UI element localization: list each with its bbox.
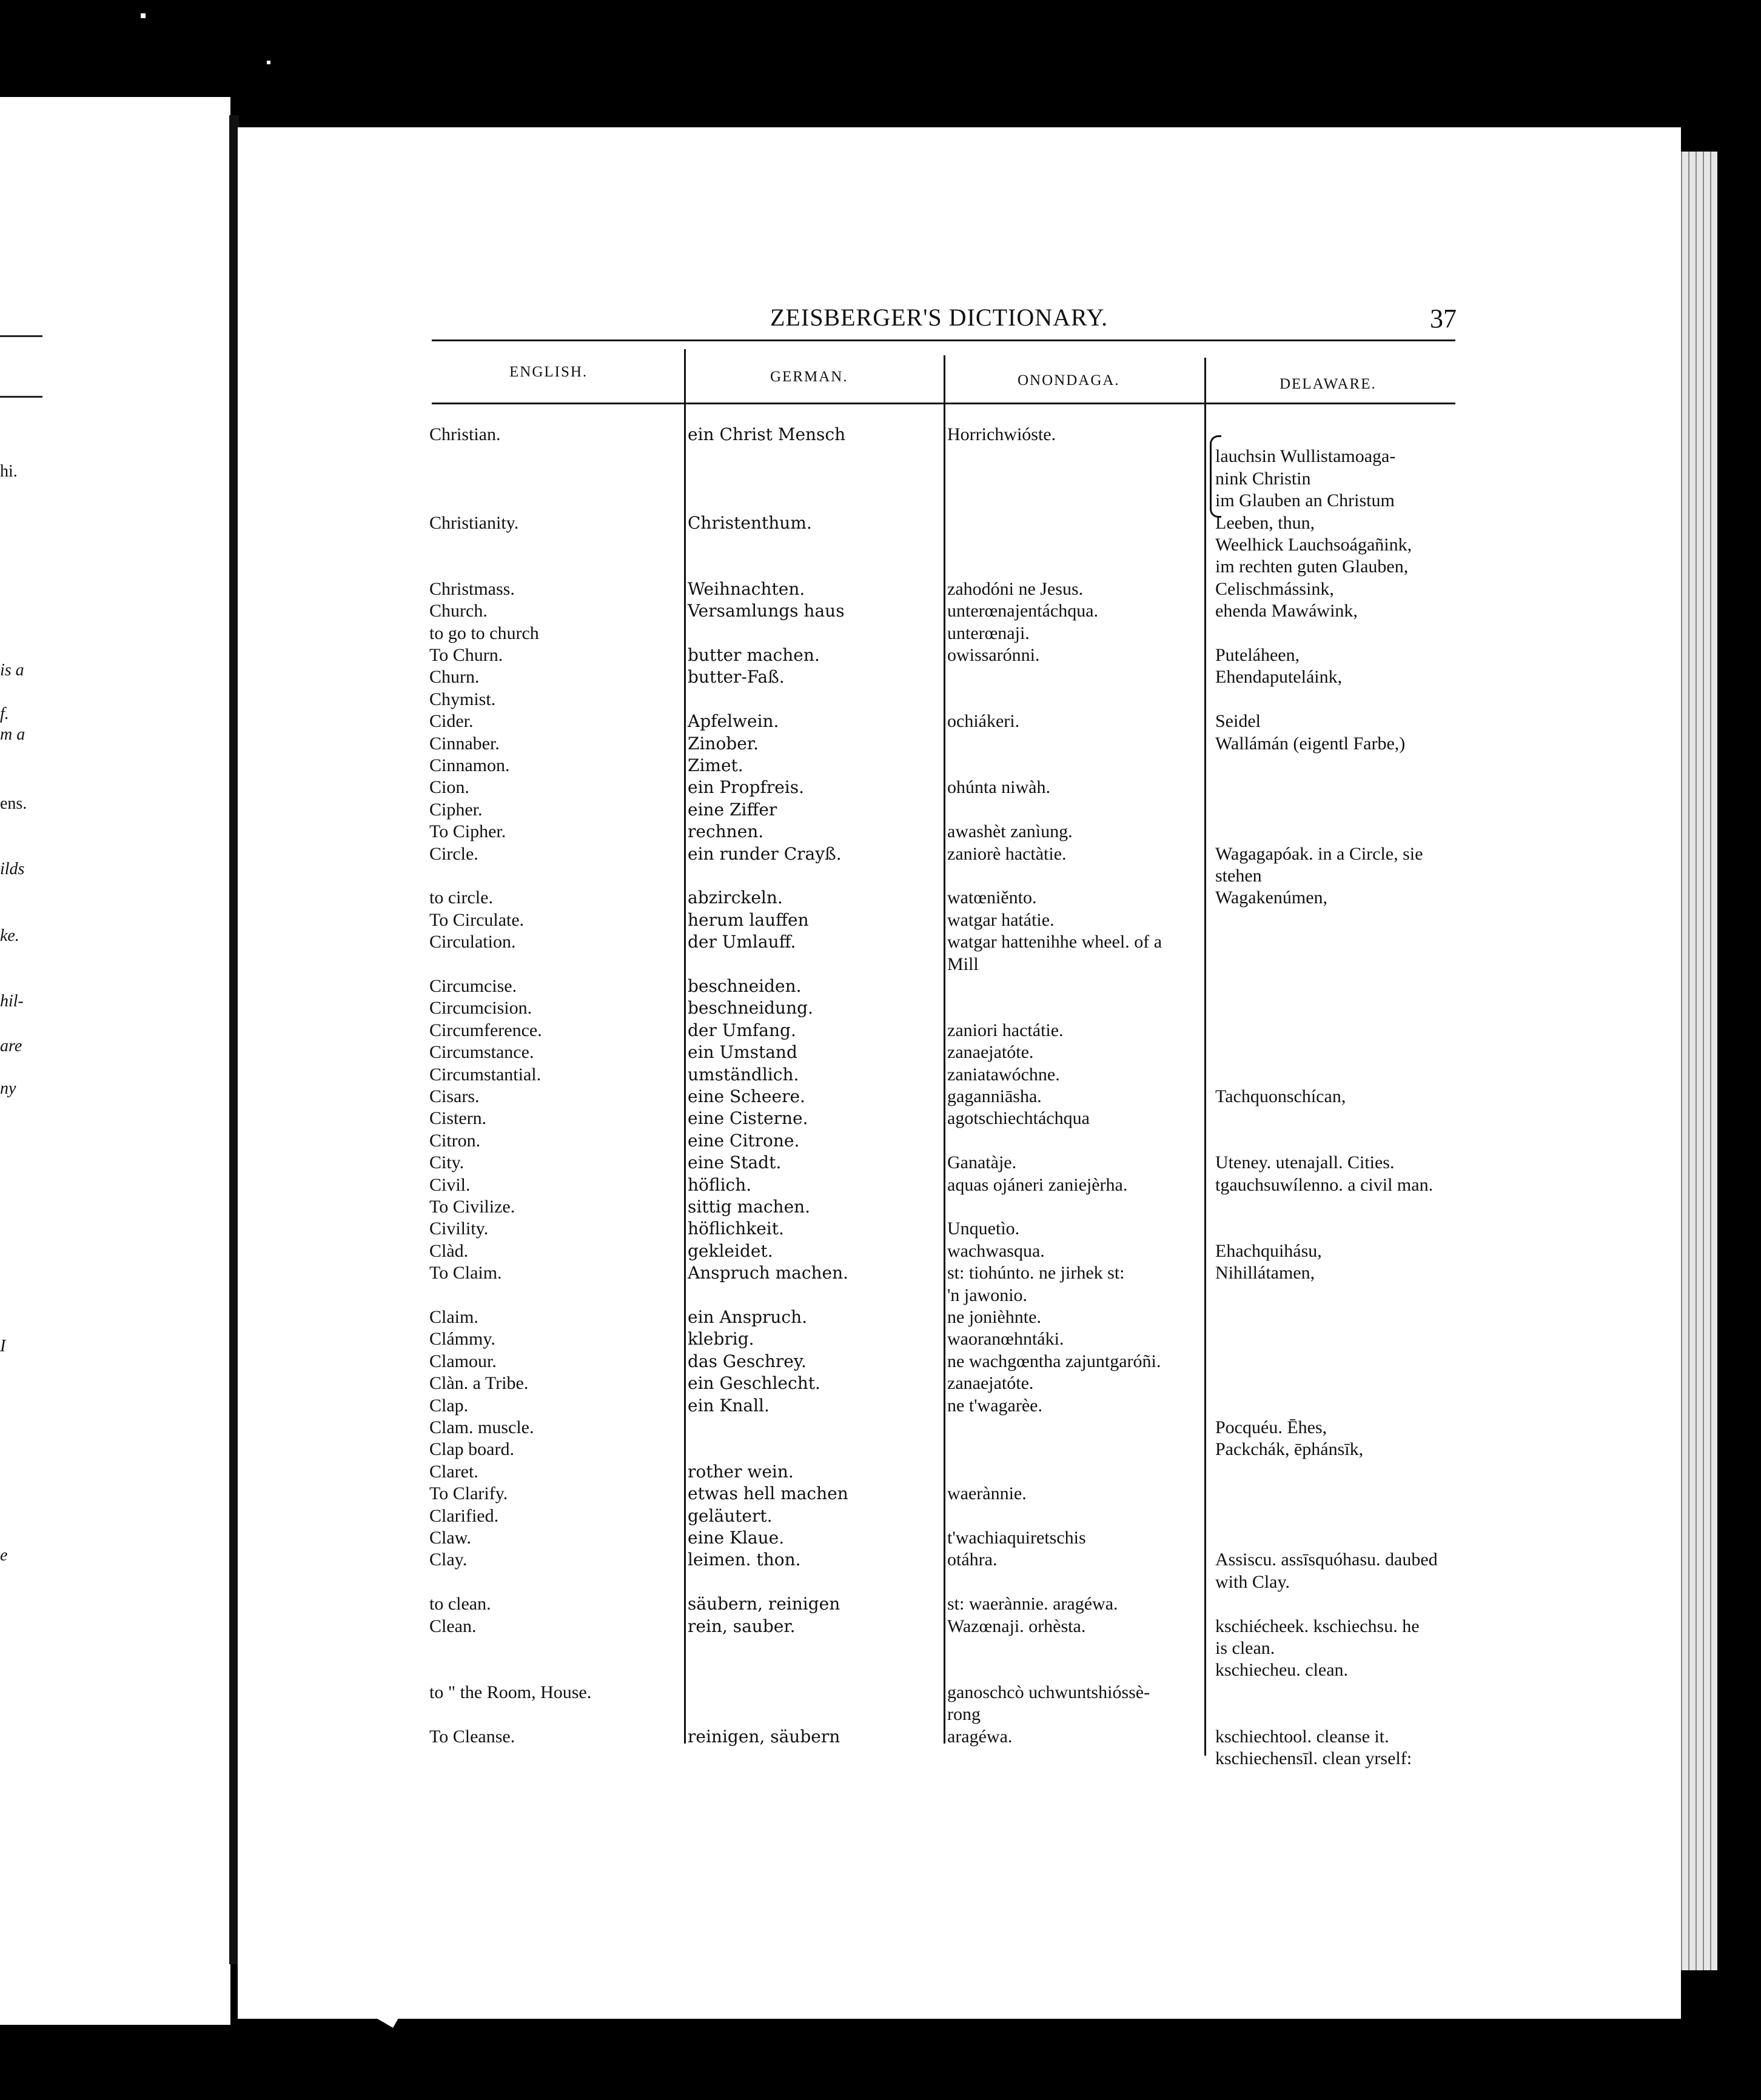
left-fragment: hil- — [0, 992, 24, 1011]
entry-delaware: Ehendaputeláink, — [1215, 667, 1343, 687]
entry-english: Cinnaber. — [429, 733, 500, 754]
entry-delaware: ehenda Mawáwink, — [1215, 601, 1358, 621]
entry-english: Clam. muscle. — [429, 1417, 534, 1437]
scan-speck — [267, 61, 270, 64]
entry-german: ein Knall. — [688, 1395, 770, 1416]
entry-delaware: im rechten guten Glauben, — [1215, 557, 1409, 577]
entry-english: Civility. — [429, 1219, 489, 1239]
page-edge — [1710, 152, 1717, 1970]
entry-german: ein runder Crayß. — [688, 843, 842, 864]
page-edge — [1681, 152, 1688, 1970]
entry-delaware: Wagakenúmen, — [1215, 888, 1328, 908]
entry-german: sittig machen. — [688, 1197, 811, 1217]
entry-german: eine Scheere. — [688, 1086, 805, 1106]
entry-onondaga: unterœnaji. — [947, 623, 1030, 643]
entry-english: to circle. — [429, 888, 493, 908]
entry-english: To Churn. — [429, 645, 503, 665]
entry-onondaga: owissarónni. — [947, 645, 1040, 665]
entry-onondaga: Wazœnaji. orhèsta. — [947, 1616, 1086, 1636]
entry-english: Cistern. — [429, 1108, 487, 1129]
column-header-delaware: DELAWARE. — [1280, 376, 1377, 392]
entry-english: Cisars. — [429, 1086, 480, 1106]
entry-german: reinigen, säubern — [688, 1726, 840, 1747]
column-header-german: GERMAN. — [770, 369, 848, 385]
entry-onondaga: waoranœhntáki. — [947, 1329, 1064, 1349]
entry-english: Christianity. — [429, 512, 519, 533]
entry-german: gekleidet. — [688, 1240, 773, 1261]
entry-delaware: kschiécheek. kschiechsu. he — [1215, 1616, 1420, 1636]
left-fragment: ens. — [0, 794, 27, 813]
entry-german: der Umlauff. — [688, 932, 796, 952]
entry-english: Clay. — [429, 1550, 468, 1570]
entry-onondaga: Ganatàje. — [947, 1152, 1017, 1173]
entry-onondaga: ne wachgœntha zajuntgaróñi. — [947, 1351, 1161, 1371]
entry-english: Claim. — [429, 1307, 478, 1327]
entry-onondaga: aragéwa. — [947, 1726, 1013, 1747]
entry-onondaga: Horrichwióste. — [947, 424, 1056, 444]
entry-german: rein, sauber. — [688, 1616, 796, 1636]
entry-delaware: Seidel — [1215, 711, 1261, 732]
entry-german: butter-Faß. — [688, 667, 785, 687]
entry-german: klebrig. — [688, 1329, 754, 1349]
entry-english: Circumstance. — [429, 1042, 534, 1063]
entry-english: Clámmy. — [429, 1329, 495, 1349]
entry-onondaga: ochiákeri. — [947, 711, 1020, 732]
page-edge — [1688, 152, 1696, 1970]
left-page-rule — [0, 335, 42, 337]
entry-delaware: Wallámán (eigentl Farbe,) — [1215, 733, 1406, 754]
entry-delaware: kschiecheu. clean. — [1215, 1660, 1349, 1680]
entry-delaware: Uteney. utenajall. Cities. — [1215, 1152, 1395, 1173]
entry-english: to " the Room, House. — [429, 1682, 592, 1702]
entry-delaware: im Glauben an Christum — [1215, 490, 1395, 511]
entry-german: ein Geschlecht. — [688, 1373, 820, 1394]
entry-onondaga: aquas ojáneri zaniejèrha. — [947, 1174, 1128, 1195]
entry-onondaga: zaniori hactátie. — [947, 1020, 1064, 1040]
entry-onondaga: zanaejatóte. — [947, 1042, 1034, 1063]
entry-german: das Geschrey. — [688, 1351, 807, 1371]
entry-delaware: kschiechensīl. clean yrself: — [1215, 1748, 1412, 1768]
entry-german: eine Stadt. — [688, 1152, 782, 1173]
entry-delaware: Ehachquihásu, — [1215, 1240, 1322, 1261]
entry-german: eine Klaue. — [688, 1528, 785, 1548]
entry-german: abzirckeln. — [688, 888, 783, 908]
entry-onondaga: zahodóni ne Jesus. — [947, 578, 1084, 599]
left-fragment: is a — [0, 661, 24, 680]
entry-german: der Umfang. — [688, 1020, 796, 1040]
entry-english: Civil. — [429, 1174, 471, 1195]
entry-onondaga: agotschiechtáchqua — [947, 1108, 1090, 1129]
column-divider — [684, 349, 686, 1744]
entry-german: säubern, reinigen — [688, 1594, 840, 1614]
entry-english: Cinnamon. — [429, 755, 510, 775]
entry-delaware: tgauchsuwílenno. a civil man. — [1215, 1174, 1434, 1195]
entry-delaware: Puteláheen, — [1215, 645, 1300, 665]
entry-english: Circumcision. — [429, 998, 532, 1018]
entry-german: rother wein. — [688, 1461, 794, 1482]
entry-onondaga: watœniěnto. — [947, 888, 1037, 908]
left-fragment: m a — [0, 725, 25, 744]
entry-english: To Claim. — [429, 1263, 502, 1283]
entry-german: höflich. — [688, 1174, 752, 1195]
entry-english: Claret. — [429, 1461, 478, 1482]
entry-german: eine Cisterne. — [688, 1108, 808, 1129]
entry-onondaga: ganoschcò uchwuntshióssè- — [947, 1682, 1150, 1702]
entry-delaware: nink Christin — [1215, 468, 1311, 489]
entry-german: etwas hell machen — [688, 1483, 848, 1504]
running-head: ZEISBERGER'S DICTIONARY. — [770, 304, 1109, 331]
entry-delaware: Pocquéu. Ēhes, — [1215, 1417, 1327, 1437]
left-fragment: e — [0, 1546, 8, 1565]
entry-onondaga: ohúnta niwàh. — [947, 777, 1050, 798]
entry-delaware: Tachquonschícan, — [1215, 1086, 1346, 1106]
entry-english: Clap. — [429, 1395, 469, 1416]
entry-english: To Cipher. — [429, 821, 506, 842]
left-fragment: I — [0, 1337, 6, 1356]
entry-onondaga: awashèt zanìung. — [947, 821, 1073, 842]
entry-german: eine Citrone. — [688, 1130, 800, 1151]
header-rule — [432, 339, 1455, 341]
page-edge — [1696, 152, 1703, 1970]
entry-german: leimen. thon. — [688, 1550, 801, 1570]
entry-english: To Cleanse. — [429, 1726, 515, 1747]
entry-onondaga: Unquetìo. — [947, 1219, 1020, 1239]
entry-delaware: is clean. — [1215, 1638, 1275, 1658]
entry-english: Clàd. — [429, 1240, 469, 1261]
entry-english: Clap board. — [429, 1439, 514, 1460]
entry-german: ein Umstand — [688, 1042, 797, 1063]
left-page — [0, 97, 230, 2025]
entry-onondaga: Mill — [947, 954, 979, 974]
entry-german: Weihnachten. — [688, 578, 805, 599]
entry-onondaga: gaganniāsha. — [947, 1086, 1042, 1106]
left-fragment: ke. — [0, 926, 19, 945]
entry-english: To Civilize. — [429, 1197, 515, 1217]
entry-delaware: Leeben, thun, — [1215, 512, 1315, 533]
entry-german: Zinober. — [688, 733, 759, 754]
entry-german: rechnen. — [688, 821, 764, 842]
entry-german: eine Ziffer — [688, 799, 777, 820]
entry-english: Circumcise. — [429, 976, 517, 996]
column-divider — [1204, 358, 1206, 1756]
entry-german: butter machen. — [688, 645, 820, 665]
scan-speck — [141, 13, 146, 18]
entry-onondaga: zaniorè hactàtie. — [947, 843, 1067, 864]
entry-english: Cider. — [429, 711, 474, 732]
entry-english: to go to church — [429, 623, 539, 643]
left-fragment: are — [0, 1037, 22, 1055]
page-edge — [1703, 152, 1710, 1970]
page-number: 37 — [1430, 304, 1457, 333]
entry-delaware: Weelhick Lauchsoágañink, — [1215, 535, 1412, 555]
entry-german: geläutert. — [688, 1505, 773, 1526]
column-header-english: ENGLISH. — [509, 364, 588, 380]
entry-onondaga: st: waerànnie. aragéwa. — [947, 1594, 1118, 1614]
entry-german: ein Anspruch. — [688, 1307, 808, 1327]
entry-german: Versamlungs haus — [688, 601, 845, 621]
entry-english: Churn. — [429, 667, 480, 687]
entry-english: Clean. — [429, 1616, 477, 1636]
entry-german: beschneiden. — [688, 976, 802, 996]
entry-english: Circulation. — [429, 932, 516, 952]
entry-english: To Circulate. — [429, 909, 525, 930]
entry-english: City. — [429, 1152, 465, 1173]
entry-german: ein Christ Mensch — [688, 424, 846, 444]
entry-delaware: kschiechtool. cleanse it. — [1215, 1726, 1389, 1747]
entry-delaware: Nihillátamen, — [1215, 1263, 1315, 1283]
entry-onondaga: waerànnie. — [947, 1483, 1027, 1504]
entry-english: Circumstantial. — [429, 1064, 542, 1085]
entry-german: beschneidung. — [688, 998, 813, 1018]
entry-english: Circle. — [429, 843, 478, 864]
entry-onondaga: 'n jawonio. — [947, 1285, 1028, 1305]
entry-onondaga: ne jonièhnte. — [947, 1307, 1041, 1327]
entry-onondaga: watgar hattenihhe wheel. of a — [947, 932, 1162, 952]
entry-onondaga: watgar hatátie. — [947, 909, 1055, 930]
entry-onondaga: zanaejatóte. — [947, 1373, 1034, 1394]
entry-english: Circumference. — [429, 1020, 542, 1040]
entry-onondaga: t'wachiaquiretschis — [947, 1528, 1086, 1548]
entry-english: Clàn. a Tribe. — [429, 1373, 529, 1394]
entry-english: Claw. — [429, 1528, 471, 1548]
entry-german: höflichkeit. — [688, 1219, 784, 1239]
entry-german: herum lauffen — [688, 909, 809, 930]
entry-english: Christian. — [429, 424, 501, 444]
left-page-rule — [0, 396, 42, 398]
entry-delaware: Packchák, ēphánsīk, — [1215, 1439, 1364, 1460]
entry-english: Church. — [429, 601, 488, 621]
entry-english: Chymist. — [429, 689, 496, 709]
entry-onondaga: st: tiohúnto. ne jirhek st: — [947, 1263, 1125, 1283]
entry-german: umständlich. — [688, 1064, 799, 1085]
entry-english: Clarified. — [429, 1505, 499, 1526]
entry-delaware: Assiscu. assīsquóhasu. daubed — [1215, 1550, 1438, 1570]
left-fragment: ilds — [0, 860, 25, 878]
entry-german: Zimet. — [688, 755, 743, 775]
entry-onondaga: ne t'wagarèe. — [947, 1395, 1042, 1416]
entry-english: Christmass. — [429, 578, 515, 599]
entry-onondaga: wachwasqua. — [947, 1240, 1045, 1261]
column-header-onondaga: ONONDAGA. — [1018, 372, 1120, 389]
entry-english: Citron. — [429, 1130, 481, 1151]
entry-onondaga: zaniatawóchne. — [947, 1064, 1060, 1085]
entry-onondaga: rong — [947, 1704, 981, 1725]
entry-german: Anspruch machen. — [688, 1263, 849, 1283]
entry-delaware: Wagagapóak. in a Circle, sie — [1215, 843, 1423, 864]
column-divider — [944, 355, 945, 1744]
entry-delaware: stehen — [1215, 866, 1262, 886]
entry-english: Clamour. — [429, 1351, 497, 1371]
entry-delaware: lauchsin Wullistamoaga- — [1215, 446, 1396, 467]
left-fragment: f. — [0, 704, 9, 723]
entry-english: To Clarify. — [429, 1483, 508, 1504]
entry-english: Cipher. — [429, 799, 483, 820]
entry-english: to clean. — [429, 1594, 491, 1614]
entry-german: Apfelwein. — [688, 711, 779, 732]
entry-delaware: Celischmássink, — [1215, 578, 1334, 599]
entry-onondaga: unterœnajentáchqua. — [947, 601, 1099, 621]
entry-german: ein Propfreis. — [688, 777, 805, 798]
entry-onondaga: otáhra. — [947, 1550, 998, 1570]
entry-english: Cion. — [429, 777, 469, 798]
entry-german: Christenthum. — [688, 512, 812, 533]
entry-delaware: with Clay. — [1215, 1571, 1290, 1592]
left-fragment: ny — [0, 1079, 16, 1098]
left-fragment: hi. — [0, 462, 18, 481]
